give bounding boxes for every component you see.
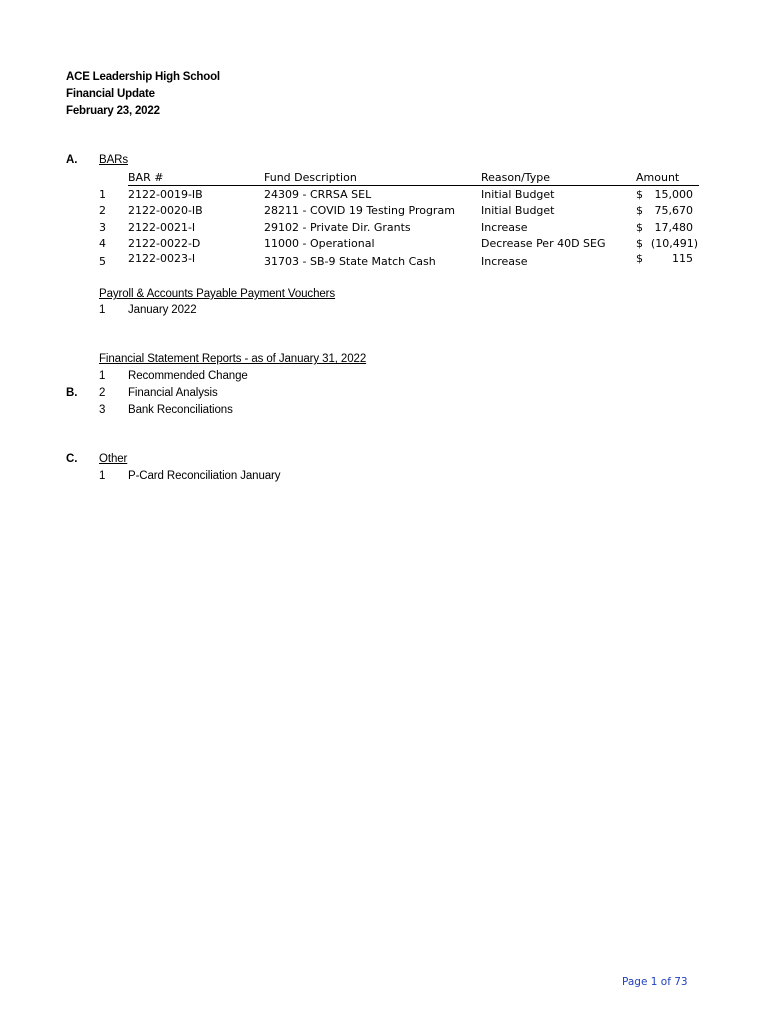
fund-description: 31703 - SB-9 State Match Cash xyxy=(264,255,436,268)
amount-value: 115 xyxy=(672,252,693,265)
document-date: February 23, 2022 xyxy=(66,105,160,117)
document-title: Financial Update xyxy=(66,88,155,100)
fund-description: 29102 - Private Dir. Grants xyxy=(264,221,411,234)
currency-symbol: $ xyxy=(636,188,643,201)
bar-number: 2122-0019-IB xyxy=(128,188,203,201)
list-item-number: 3 xyxy=(99,404,106,416)
school-name: ACE Leadership High School xyxy=(66,71,220,83)
list-item: P-Card Reconciliation January xyxy=(128,470,281,482)
row-number: 1 xyxy=(99,188,106,201)
reason-type: Decrease Per 40D SEG xyxy=(481,237,606,250)
section-c-heading: Other xyxy=(99,453,128,465)
currency-symbol: $ xyxy=(636,252,643,265)
row-number: 5 xyxy=(99,255,106,268)
fund-description: 24309 - CRRSA SEL xyxy=(264,188,372,201)
currency-symbol: $ xyxy=(636,237,643,250)
page-number: Page 1 of 73 xyxy=(622,976,688,988)
reason-type: Initial Budget xyxy=(481,204,555,217)
list-item-number: 1 xyxy=(99,304,106,316)
table-header-rule xyxy=(128,185,699,186)
list-item: Bank Reconciliations xyxy=(128,404,233,416)
bar-number: 2122-0022-D xyxy=(128,237,201,250)
list-item: Financial Analysis xyxy=(128,387,218,399)
row-number: 3 xyxy=(99,221,106,234)
fund-description: 11000 - Operational xyxy=(264,237,375,250)
reason-type: Increase xyxy=(481,221,528,234)
column-header-amount: Amount xyxy=(636,171,680,184)
fund-description: 28211 - COVID 19 Testing Program xyxy=(264,204,455,217)
bar-number: 2122-0023-I xyxy=(128,252,196,265)
bar-number: 2122-0020-IB xyxy=(128,204,203,217)
list-item: Recommended Change xyxy=(128,370,248,382)
row-number: 2 xyxy=(99,204,106,217)
column-header-fund: Fund Description xyxy=(264,171,357,184)
bar-number: 2122-0021-I xyxy=(128,221,196,234)
currency-symbol: $ xyxy=(636,221,643,234)
section-b-heading: Financial Statement Reports - as of January 31, 2022 xyxy=(99,353,367,365)
payroll-heading: Payroll & Accounts Payable Payment Vouchers xyxy=(99,288,336,300)
column-header-reason: Reason/Type xyxy=(481,171,551,184)
section-c-letter: C. xyxy=(66,453,78,465)
amount-value: 75,670 xyxy=(654,204,693,217)
section-a-heading: BARs xyxy=(99,154,128,166)
list-item-number: 1 xyxy=(99,370,106,382)
list-item: January 2022 xyxy=(128,304,197,316)
section-a-letter: A. xyxy=(66,154,78,166)
amount-value: (10,491) xyxy=(650,237,698,250)
column-header-bar: BAR # xyxy=(128,171,164,184)
row-number: 4 xyxy=(99,237,106,250)
section-b-letter: B. xyxy=(66,387,78,399)
amount-value: 17,480 xyxy=(654,221,693,234)
amount-value: 15,000 xyxy=(654,188,693,201)
list-item-number: 2 xyxy=(99,387,106,399)
reason-type: Initial Budget xyxy=(481,188,555,201)
reason-type: Increase xyxy=(481,255,528,268)
list-item-number: 1 xyxy=(99,470,106,482)
currency-symbol: $ xyxy=(636,204,643,217)
